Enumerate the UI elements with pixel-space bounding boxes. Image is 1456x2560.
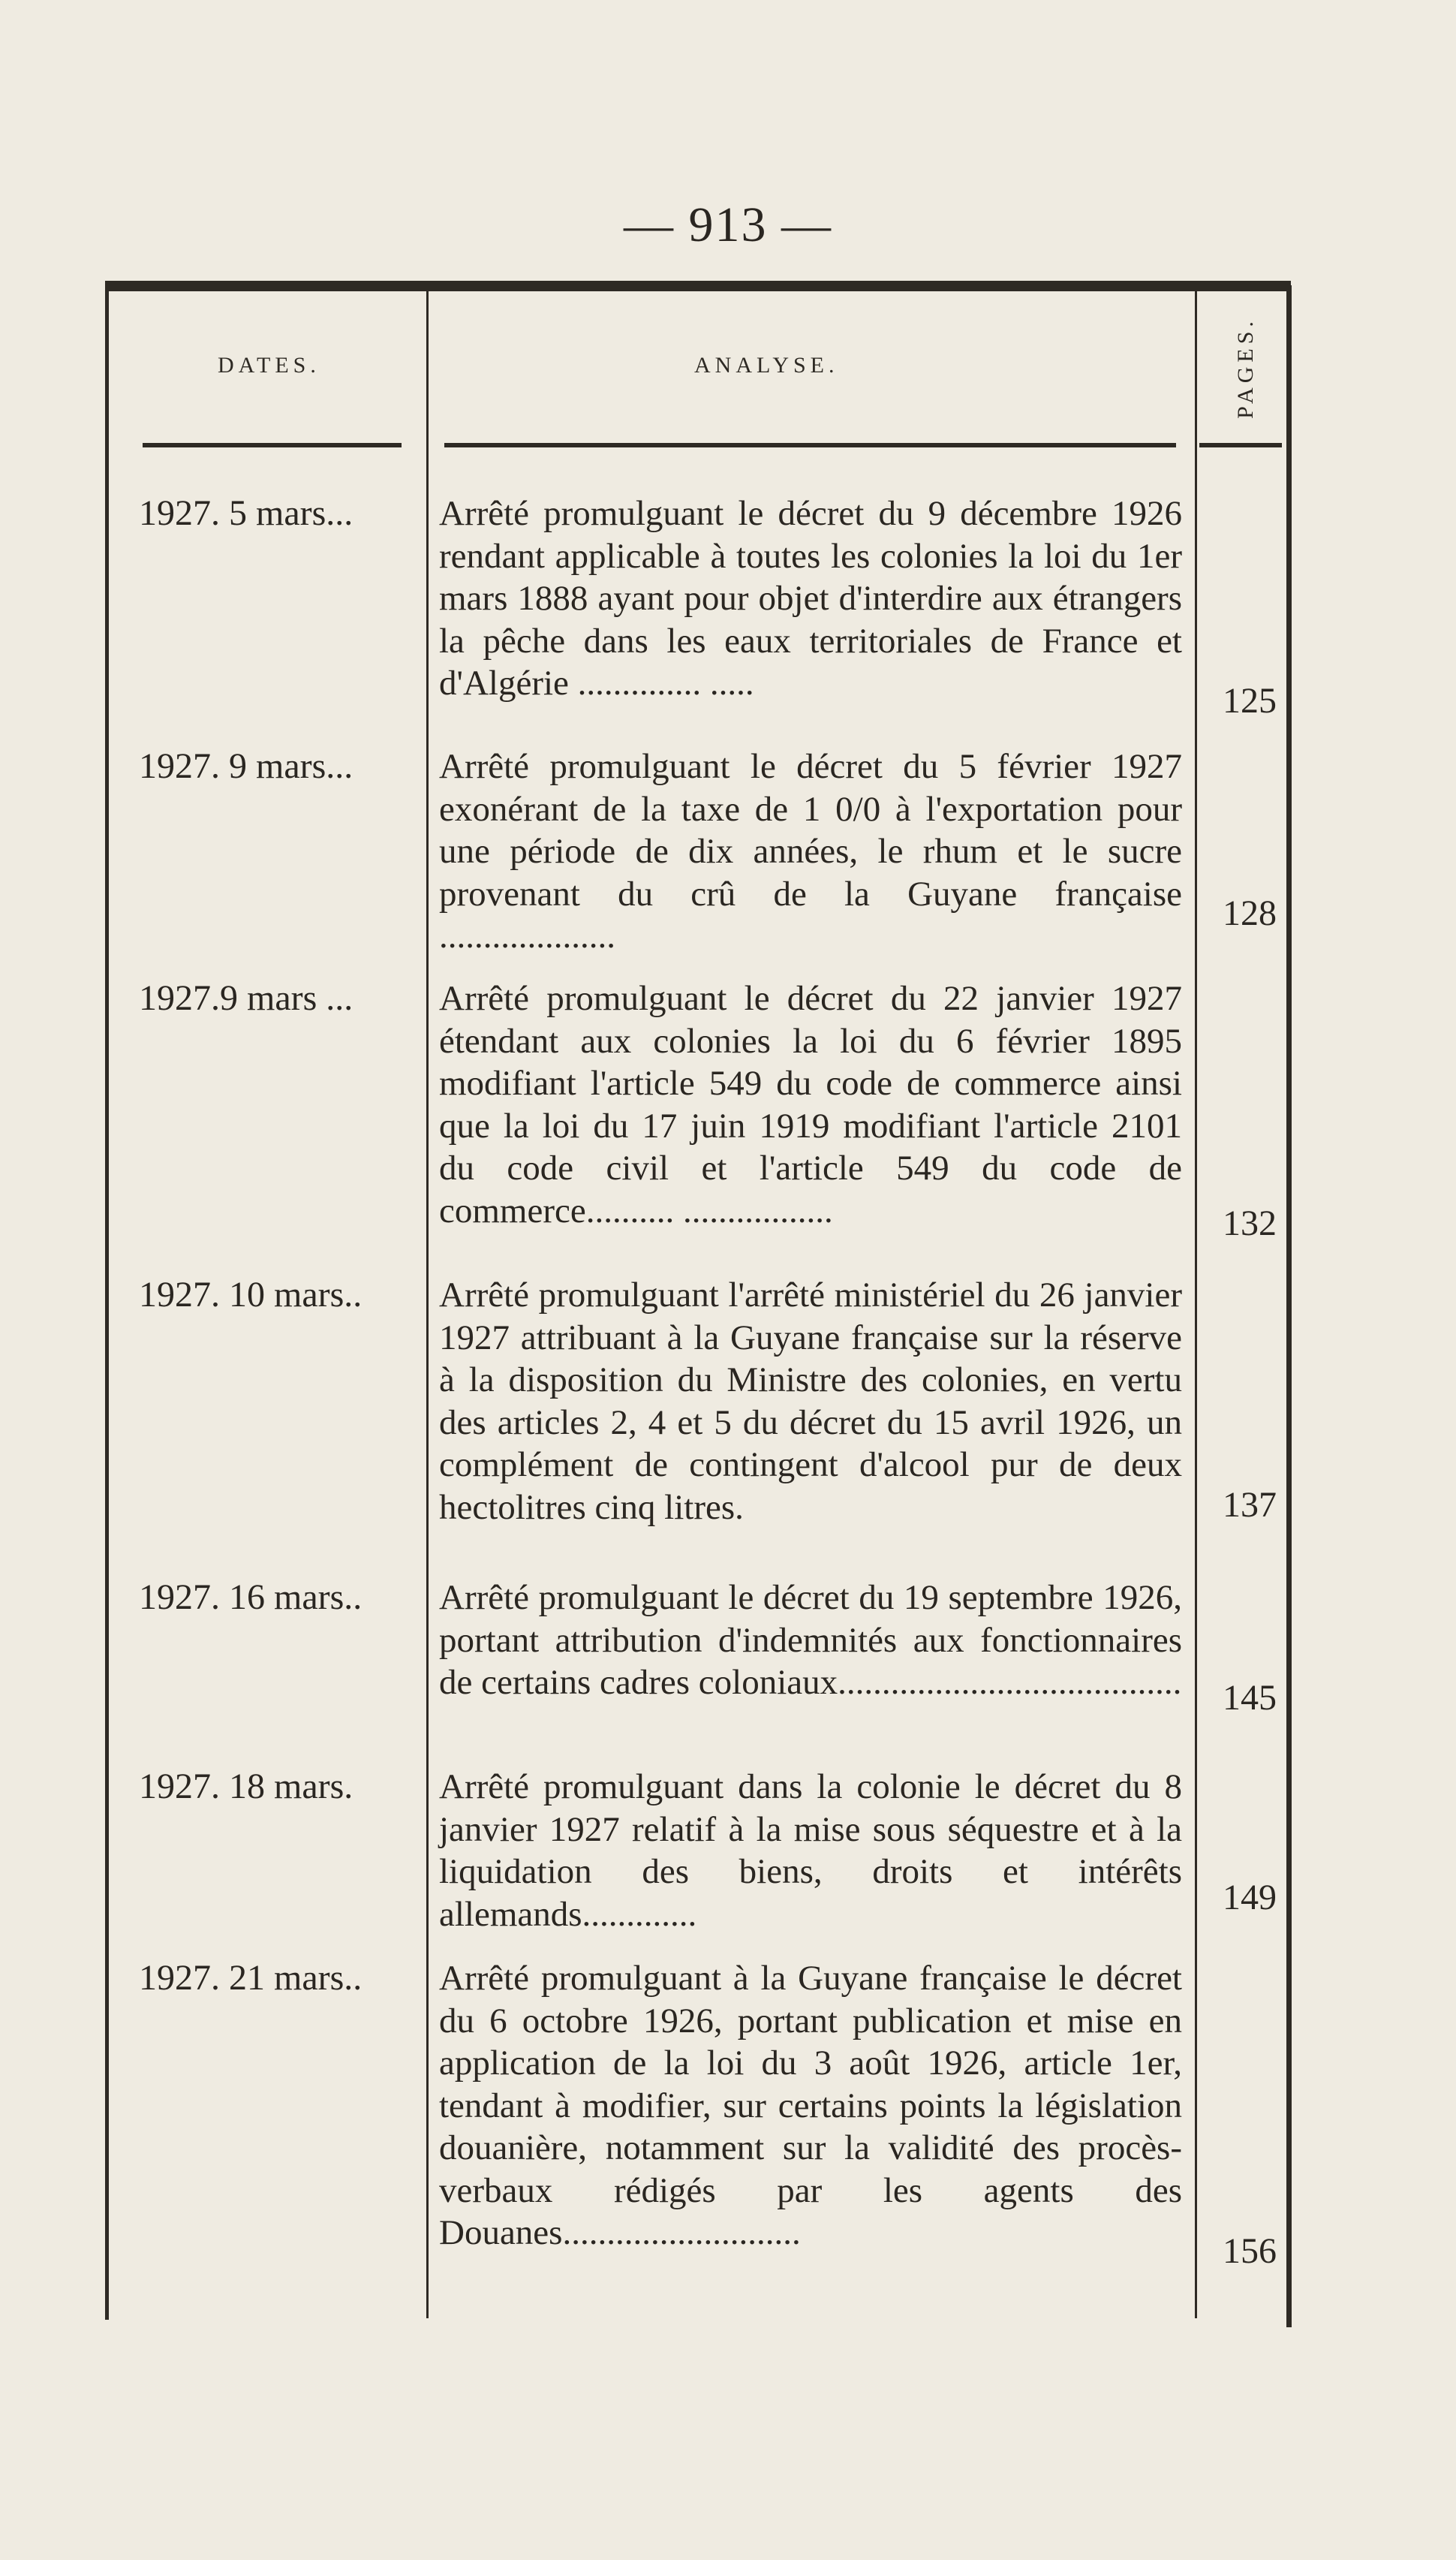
entry-date: 1927.9 mars ... <box>139 978 353 1018</box>
right-border <box>1286 285 1292 2327</box>
entry-page: 137 <box>1223 1485 1277 1525</box>
entry-date: 1927. 5 mars... <box>139 493 353 533</box>
entry-analysis: Arrêté promulguant le décret du 9 décembre 1926 rendant applicable à toutes les colonies la loi du 1er mars 1888 ayant pour objet d'interdire aux étrangers la pêche dans les eaux territoriales de France et d'Algérie .............. ..... <box>439 494 1182 703</box>
entry-date: 1927. 18 mars. <box>139 1766 353 1806</box>
entry-page: 125 <box>1223 681 1277 721</box>
entry-analysis: Arrêté promulguant le décret du 5 février 1927 exonérant de la taxe de 1 0/0 à l'exportation pour une période de dix années, le rhum et le sucre provenant du crû de la Guyane française .................... <box>439 747 1182 956</box>
entry-page: 132 <box>1223 1203 1277 1243</box>
page-number: — 913 — <box>624 197 832 252</box>
entry-analysis: Arrêté promulguant dans la colonie le décret du 8 janvier 1927 relatif à la mise sous séquestre et à la liquidation des biens, droits et intérêts allemands............. <box>439 1767 1182 1934</box>
column-divider-pages <box>1195 291 1197 2318</box>
entry-analysis: Arrêté promulguant l'arrêté ministériel du 26 janvier 1927 attribuant à la Guyane française sur la réserve à la disposition du Ministre des colonies, en vertu des articles 2, 4 et 5 du décret du 15 avril 1926, un complément de contingent d'alcool pur de deux hectolitres cinq litres. <box>439 1275 1182 1527</box>
entry-analysis: Arrêté promulguant le décret du 22 janvier 1927 étendant aux colonies la loi du 6 février 1895 modifiant l'article 549 du code de commerce ainsi que la loi du 17 juin 1919 modifiant l'article 2101 du code civil et l'article 549 du code de commerce.......... ................. <box>439 979 1182 1230</box>
column-header-dates: DATES. <box>218 353 320 378</box>
column-divider-dates <box>426 291 429 2318</box>
column-header-pages-label: PAGES. <box>1233 317 1258 419</box>
entry-page: 149 <box>1223 1878 1277 1917</box>
entry-date: 1927. 21 mars.. <box>139 1958 362 1998</box>
entry-page: 145 <box>1223 1678 1277 1718</box>
table-top-rule <box>105 281 1291 291</box>
entry-page: 156 <box>1223 2231 1277 2271</box>
entry-date: 1927. 16 mars.. <box>139 1577 362 1617</box>
entry-analysis: Arrêté promulguant le décret du 19 septembre 1926, portant attribution d'indemnités aux fonctionnaires de certains cadres coloniaux....................................... <box>439 1578 1182 1702</box>
header-rule-pages <box>1199 443 1282 447</box>
header-rule-dates <box>143 443 402 447</box>
entry-date: 1927. 10 mars.. <box>139 1275 362 1315</box>
left-border <box>105 285 109 2320</box>
entry-date: 1927. 9 mars... <box>139 746 353 786</box>
entry-page: 128 <box>1223 893 1277 933</box>
entry-analysis: Arrêté promulguant à la Guyane française le décret du 6 octobre 1926, portant publication et mise en application de la loi du 3 août 1926, article 1er, tendant à modifier, sur certains points la législation douanière, notamment sur la validité des procès-verbaux rédigés par les agents des Douanes........................... <box>439 1959 1182 2252</box>
column-header-analyse: ANALYSE. <box>694 353 839 378</box>
column-header-pages <box>1201 300 1291 435</box>
header-rule-analyse <box>444 443 1176 447</box>
